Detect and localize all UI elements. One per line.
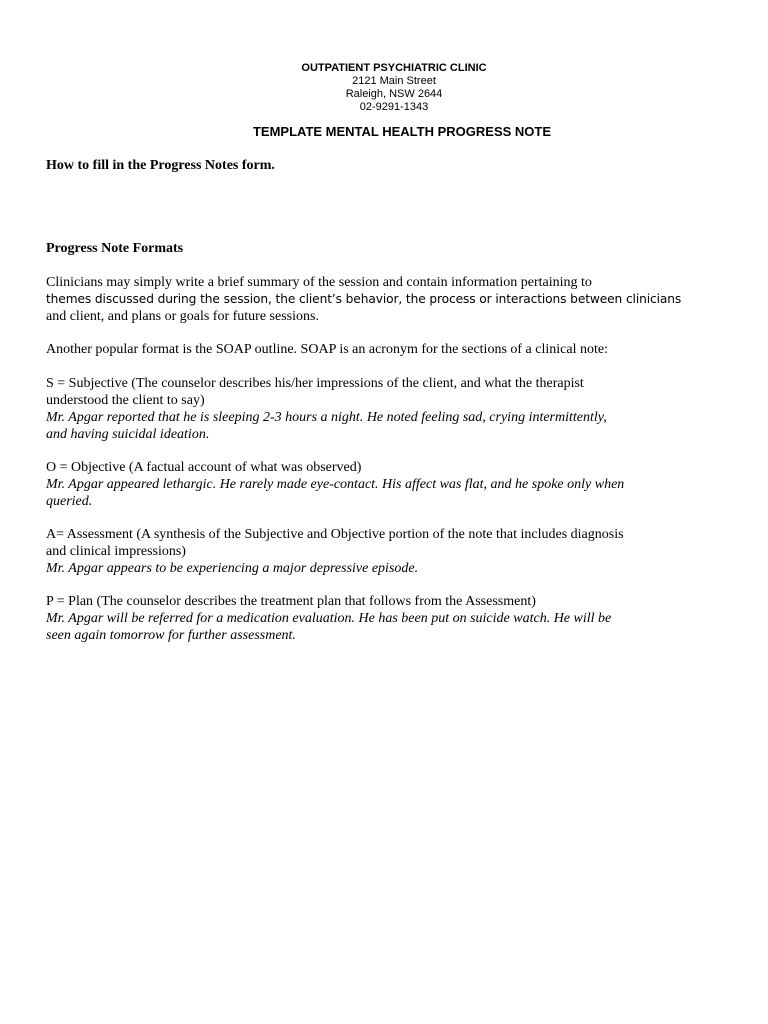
plan-section: [46, 593, 706, 644]
assessment-definition: and clinical impressions): [46, 544, 186, 559]
subjective-example: Mr. Apgar reported that he is sleeping 2-3 hours a night. He noted feeling sad, crying intermittently,: [46, 410, 607, 425]
summary-line: and client, and plans or goals for future sessions.: [46, 309, 319, 324]
objective-example: Mr. Apgar appeared lethargic. He rarely made eye-contact. His affect was flat, and he spoke only when: [46, 477, 625, 492]
page-title: TEMPLATE MENTAL HEALTH PROGRESS NOTE: [252, 124, 552, 139]
clinic-street: 2121 Main Street: [352, 75, 436, 87]
subjective-definition: understood the client to say): [46, 393, 205, 408]
assessment-example: Mr. Apgar appears to be experiencing a major depressive episode.: [46, 561, 419, 576]
plan-example: Mr. Apgar will be referred for a medication evaluation. He has been put on suicide watch. He will be: [46, 611, 612, 626]
formats-heading: Progress Note Formats: [46, 241, 184, 256]
summary-paragraph: [46, 274, 706, 325]
soap-intro: Another popular format is the SOAP outline. SOAP is an acronym for the sections of a clinical note:: [46, 342, 608, 357]
plan-definition: P = Plan (The counselor describes the treatment plan that follows from the Assessment): [46, 594, 536, 609]
clinic-header: [0, 62, 768, 114]
clinic-name: OUTPATIENT PSYCHIATRIC CLINIC: [301, 62, 487, 74]
objective-example: queried.: [46, 494, 93, 509]
objective-section: [46, 459, 706, 510]
subjective-section: [46, 375, 706, 443]
subjective-example: and having suicidal ideation.: [46, 427, 210, 442]
assessment-section: [46, 526, 706, 577]
summary-line: themes discussed during the session, the client’s behavior, the process or interactions between clinicians: [46, 292, 682, 306]
summary-line: Clinicians may simply write a brief summary of the session and contain information pertaining to: [46, 275, 592, 290]
how-to-heading: How to fill in the Progress Notes form.: [46, 158, 275, 173]
subjective-definition: S = Subjective (The counselor describes his/her impressions of the client, and what the therapist: [46, 376, 584, 391]
assessment-definition: A= Assessment (A synthesis of the Subjective and Objective portion of the note that includes diagnosis: [46, 527, 624, 542]
clinic-city: Raleigh, NSW 2644: [345, 88, 443, 100]
objective-definition: O = Objective (A factual account of what was observed): [46, 460, 362, 475]
clinic-phone: 02-9291-1343: [359, 101, 429, 113]
plan-example: seen again tomorrow for further assessment.: [46, 628, 296, 643]
